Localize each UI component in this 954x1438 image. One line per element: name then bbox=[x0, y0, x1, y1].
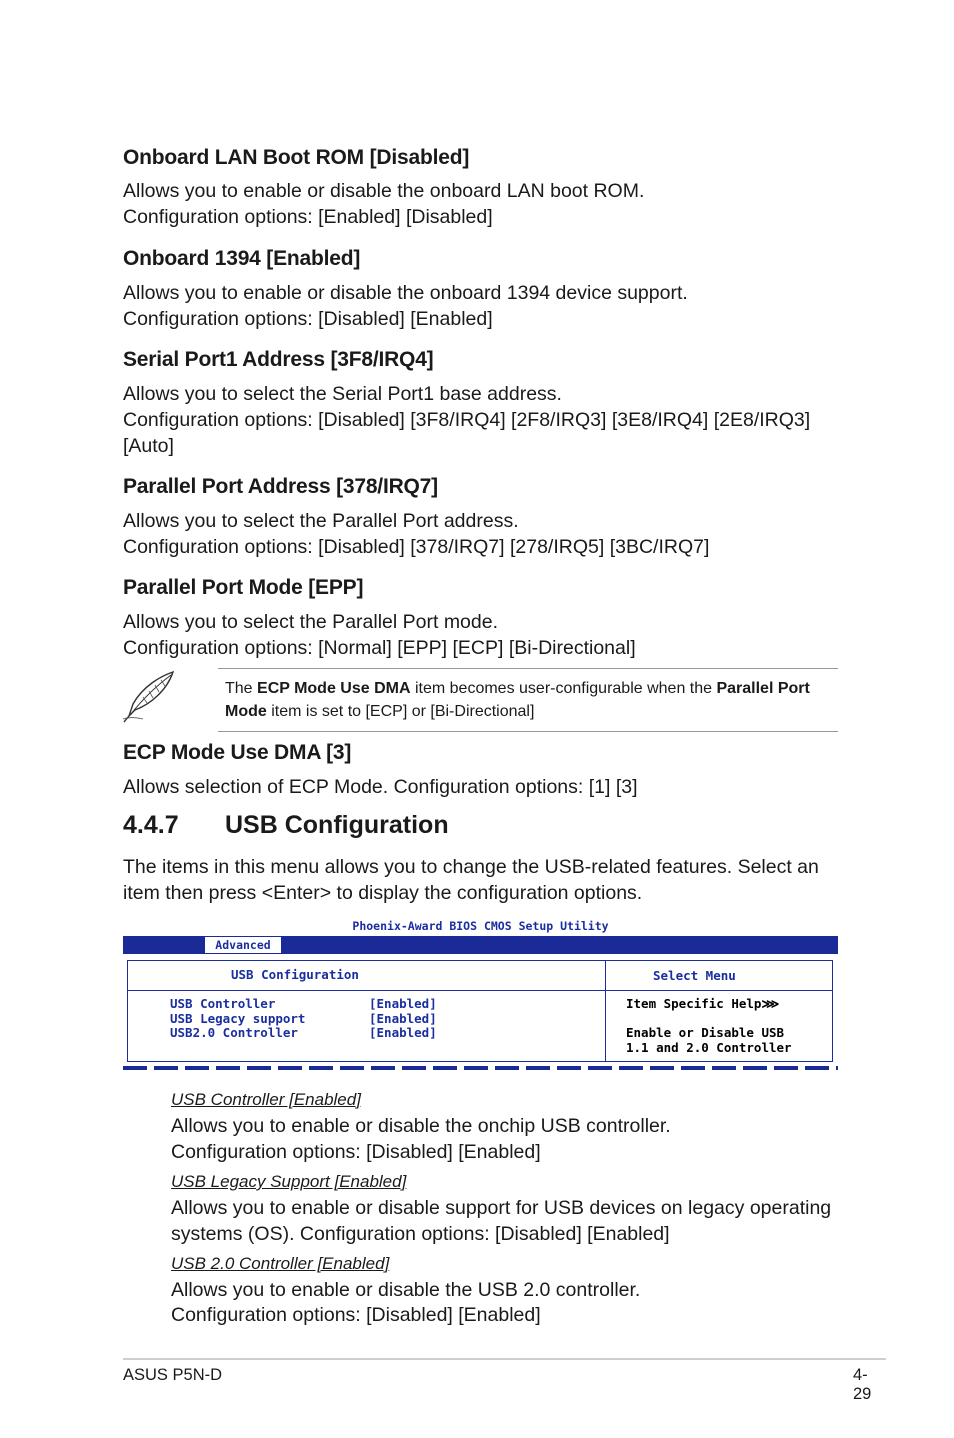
feather-pen-icon bbox=[121, 670, 177, 724]
usb-item-desc-usb2: Allows you to enable or disable the USB 2.0 controller. bbox=[171, 1279, 641, 1301]
footer-model: ASUS P5N-D bbox=[123, 1366, 223, 1384]
bios-item-usb-legacy[interactable]: USB Legacy support bbox=[170, 1010, 306, 1026]
bios-panel-title: USB Configuration bbox=[231, 967, 359, 982]
usb-intro-line1: The items in this menu allows you to change the USB-related features. Select an bbox=[123, 856, 819, 878]
usb-item-options-controller: Configuration options: [Disabled] [Enabled] bbox=[171, 1141, 541, 1163]
note-divider-bottom bbox=[218, 731, 838, 732]
usb-item-title-usb2: USB 2.0 Controller [Enabled] bbox=[171, 1254, 390, 1273]
bios-header-divider bbox=[127, 990, 833, 991]
footer-divider bbox=[123, 1358, 886, 1360]
triple-arrow-icon: ⋙ bbox=[761, 996, 780, 1011]
tab-advanced[interactable]: Advanced bbox=[205, 937, 281, 953]
bios-screen bbox=[123, 918, 838, 1070]
usb-item-desc-legacy: Allows you to enable or disable support for USB devices on legacy operating bbox=[171, 1197, 832, 1219]
bios-value-usb-legacy[interactable]: [Enabled] bbox=[369, 1010, 437, 1026]
note-divider-top bbox=[218, 668, 838, 669]
section-title-ecp-dma: ECP Mode Use DMA [3] bbox=[123, 741, 352, 764]
bios-value-usb2-controller[interactable]: [Enabled] bbox=[369, 1025, 437, 1040]
section-title-serial-port: Serial Port1 Address [3F8/IRQ4] bbox=[123, 348, 434, 371]
bios-help-title: Select Menu bbox=[653, 968, 736, 983]
bios-item-usb2-controller[interactable]: USB2.0 Controller bbox=[170, 1025, 298, 1040]
usb-intro-line2: item then press <Enter> to display the configuration options. bbox=[123, 882, 643, 904]
section-title-1394: Onboard 1394 [Enabled] bbox=[123, 247, 361, 270]
section-desc-1394: Allows you to enable or disable the onboard 1394 device support. bbox=[123, 282, 688, 304]
section-options-serial-port: Configuration options: [Disabled] [3F8/IRQ4] [2F8/IRQ3] [3E8/IRQ4] [2E8/IRQ3] bbox=[123, 409, 811, 431]
bios-title: Phoenix-Award BIOS CMOS Setup Utility bbox=[123, 918, 838, 936]
section-title-lan-boot-rom: Onboard LAN Boot ROM [Disabled] bbox=[123, 146, 470, 169]
bios-bottom-dashes bbox=[123, 1066, 838, 1070]
section-options-parallel-address: Configuration options: [Disabled] [378/IRQ7] [278/IRQ5] [3BC/IRQ7] bbox=[123, 536, 710, 558]
section-options-serial-port-cont: [Auto] bbox=[123, 435, 174, 457]
section-title-parallel-mode: Parallel Port Mode [EPP] bbox=[123, 576, 364, 599]
note-text: The ECP Mode Use DMA item becomes user-configurable when the Parallel Port Mode item is set to [ECP] or [Bi-Directional] bbox=[225, 680, 810, 720]
section-title-parallel-address: Parallel Port Address [378/IRQ7] bbox=[123, 475, 438, 498]
section-options-1394: Configuration options: [Disabled] [Enabled] bbox=[123, 308, 493, 330]
section-desc-parallel-mode: Allows you to select the Parallel Port mode. bbox=[123, 611, 499, 633]
footer-page-number: 4-29 bbox=[853, 1366, 872, 1403]
usb-item-options-usb2: Configuration options: [Disabled] [Enabled] bbox=[171, 1304, 541, 1326]
bios-help-line2: 1.1 and 2.0 Controller bbox=[626, 1039, 792, 1055]
usb-item-desc-controller: Allows you to enable or disable the onchip USB controller. bbox=[171, 1115, 671, 1137]
section-options-lan-boot-rom: Configuration options: [Enabled] [Disabled] bbox=[123, 206, 493, 228]
section-desc-serial-port: Allows you to select the Serial Port1 base address. bbox=[123, 383, 562, 405]
usb-item-options-legacy: systems (OS). Configuration options: [Disabled] [Enabled] bbox=[171, 1223, 670, 1245]
section-options-parallel-mode: Configuration options: [Normal] [EPP] [ECP] [Bi-Directional] bbox=[123, 637, 636, 659]
bios-help-header: Item Specific Help⋙ bbox=[626, 996, 780, 1011]
section-desc-parallel-address: Allows you to select the Parallel Port address. bbox=[123, 510, 519, 532]
bios-item-usb-controller[interactable]: USB Controller bbox=[170, 996, 276, 1011]
usb-section-heading: 4.4.7 USB Configuration bbox=[123, 811, 449, 839]
usb-item-title-legacy: USB Legacy Support [Enabled] bbox=[171, 1172, 407, 1191]
section-desc-ecp-dma: Allows selection of ECP Mode. Configuration options: [1] [3] bbox=[123, 776, 638, 798]
bios-help-line1: Enable or Disable USB bbox=[626, 1025, 785, 1040]
usb-item-title-controller: USB Controller [Enabled] bbox=[171, 1090, 361, 1109]
section-desc-lan-boot-rom: Allows you to enable or disable the onboard LAN boot ROM. bbox=[123, 180, 645, 202]
bios-value-usb-controller[interactable]: [Enabled] bbox=[369, 996, 437, 1011]
bios-panel-divider bbox=[605, 960, 606, 1062]
